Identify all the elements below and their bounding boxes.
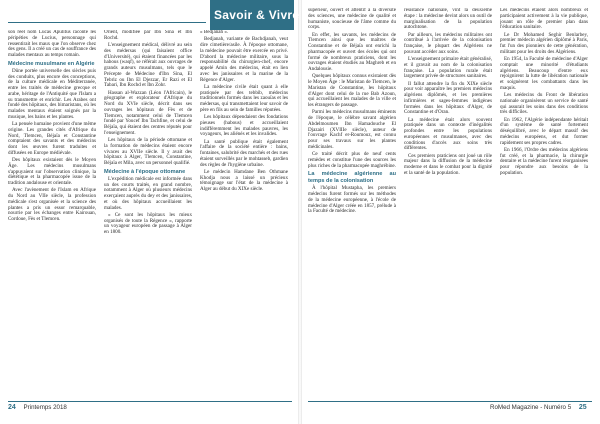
article-paragraph: Orient, modifiée par Ibn Sina et Ibn Rochd. — [104, 30, 192, 41]
article-paragraph: Des hôpitaux existaient dès le Moyen Âge. Les médecins musulmans s'appuyaient sur l'observation clinique, la diététique et la pharmacopée issue de la tradition andalouse et orientale. — [8, 157, 96, 186]
article-paragraph: Dûne portée universelle des siècles puis des conduits, plus encore des conceptions, de la culture médicale en Méditerranée, entre les traités de médecine grecque et arabe, héritage de l'Antiquité que l'Islam a su transmettre et enrichir. Les Arabes ont fondé des hôpitaux, des bimaristans, où les malades mentaux étaient soignés par la musique, les bains et les plantes. — [8, 67, 96, 120]
article-subheading: Médecine à l'époque ottomane — [104, 168, 186, 175]
footer-rule-left — [8, 401, 292, 402]
magazine-label: RoMed Magazine - Numéro 5 — [490, 404, 572, 411]
article-paragraph: Ce traité décrit plus de neuf cents remèdes et constitue l'une des sources les plus riches de la pharmacopée maghrébine. — [308, 151, 396, 169]
article-paragraph: son réel nom Lucas Apulitus raconte les péripéties de Lucius, personnage qui ressentirait les maux que l'on observe chez des gens. Il a créé un cas de souffrance des malades mentaux au temps romain. — [8, 30, 96, 58]
article-paragraph: Parmi les médecins musulmans éminents de l'époque, le célèbre savant algérien Abdelmoumen Ibn Hamadouche El Djazairi (XVIIIe siècle), auteur de l'ouvrage Kachf er-Roumouz, est connu pour ses travaux sur les plantes médicinales. — [308, 109, 396, 150]
article-subheading: Médecine musulmane en Algérie — [8, 60, 95, 67]
article-paragraph: À l'hôpital Mustapha, les premiers médecins furent formés sur les méthodes de la médecine européenne, à l'école de médecine d'Alger créée en 1857, prélude à la Faculté de médecine. — [308, 185, 396, 215]
article-subheading: La médecine algérienne au temps de la colonisation — [308, 171, 396, 185]
article-paragraph: L'enseignement médical, délivré au sein des médersas (qui faisaient office d'Université), qui étaient financées par les habous (waqf), se référait aux ouvrages de grands auteurs musulmans, tels que le Précepte de Médecine d'Ibn Sina, El Tebriz ou Ibn El Djezzar, Er Razi et El Tabari, Ibn Rochd et Ibn Zohr. — [104, 42, 192, 89]
article-paragraph: La médecine était alors souvent pratiquée dans un contexte d'inégalités profondes entre les populations européennes et musulmanes, avec des conditions d'accès aux soins très différentes. — [404, 116, 492, 152]
article-paragraph: Par ailleurs, les médecins militaires ont contribué à l'arrivée de la colonisation française, le plupart des Algériens ne pouvant accéder aux soins. — [404, 31, 492, 55]
text-column-4 — [308, 8, 396, 400]
article-paragraph: Les hôpitaux dépendaient des fondations pieuses (habous) et accueillaient indifféremment les malades pauvres, les voyageurs, les aliénés et les invalides. — [200, 114, 288, 138]
section-title: Savoir & Vivre — [214, 8, 300, 22]
article-paragraph: La santé publique était également l'affaire de la société entière : bains, fontaines, salubrité des marchés et des rues étaient surveillés par le mohtasseb, gardien des règles de l'hygiène urbaine. — [200, 138, 288, 168]
text-column-2 — [104, 30, 192, 400]
article-paragraph: Les médecins étaient alors nombreux et participaient activement à la vie publique, jouant un rôle de premier plan dans l'éducation sanitaire. — [500, 8, 588, 31]
page-number-left: 24 — [8, 404, 16, 411]
article-paragraph: En 1966, l'Ordre des médecins algériens fut créé, et la pharmacie, la chirurgie dentaire et la médecine furent réorganisées pour répondre aux besoins de la population. — [500, 146, 588, 176]
article-paragraph: Bedjanah, variante de Bachdjanah, veut dire cimetière/asile. À l'époque ottomane, la médecine pouvait être exercée en privé. D'abord la médecine militaire, sous la responsabilité du chirurgien-chef, encore appelé Amin des médecins, était en lien avec les janissaires et la marine de la Régence d'Alger. — [200, 36, 288, 83]
footer-left — [8, 404, 67, 411]
article-paragraph: « Bedjanah ». — [200, 30, 229, 35]
article-paragraph: L'enseignement primaire était généralisé, et il gravait au nom de la colonisation française. La population rurale était largement privée de structures sanitaires. — [404, 56, 492, 80]
article-paragraph: En effet, les savants, les médecins de Tlemcen ainsi que les maîtres de Constantine et de Béjaïa ont enrichi la pharmacopée et ouvert des écoles qui ont formé de nombreux praticiens, dont les ouvrages étaient étudiés au Maghreb et en Andalousie. — [308, 31, 396, 72]
article-paragraph: résistance nationale, vint la deuxième étape : la médecine devint alors un outil de marginalisation de la population autochtone. — [404, 8, 492, 31]
article-paragraph: supérieur, ouvert et attentif à la diversité des sciences, une médecine de qualité et humaniste, soucieuse de l'âme comme du corps. — [308, 8, 396, 31]
article-paragraph: La médecine civile était quant à elle pratiquée par des tebbib, médecins traditionnels formés dans les zaouïas et les médersas, qui transmettaient leur savoir de père en fils au sein de familles réputées. — [200, 83, 288, 113]
text-column-1 — [8, 30, 96, 400]
article-paragraph: Le médecin Hamdane Ben Othmane Khodja nous a laissé un précieux témoignage sur l'état de la médecine à Alger au début du XIXe siècle. — [200, 168, 288, 192]
page-gutter — [298, 0, 302, 424]
article-paragraph: En 1962, l'Algérie indépendante héritait d'un système de santé fortement déséquilibré, avec le départ massif des médecins européens, et dut former rapidement ses propres cadres. — [500, 116, 588, 146]
footer-rule-right — [308, 401, 592, 402]
article-paragraph: Quelques hôpitaux connus existaient dès le Moyen Âge : le Maristan de Tlemcen, le Maristan de Constantine, les hôpitaux d'Alger dont celui de la rue Bab Azoun, qui accueillaient les malades de la ville et les étrangers de passage. — [308, 73, 396, 108]
page-number-right: 25 — [578, 404, 587, 411]
header-rule — [8, 22, 206, 23]
article-paragraph: Les hôpitaux de la période ottomane et la formation de médecins étaient encore vivaces au XVIIe siècle. Il y avait des hôpitaux à Alger, Tlemcen, Constantine, Béjaïa et Mila, avec un personnel qualifié. — [104, 137, 192, 166]
article-paragraph: Ces premiers praticiens ont joué un rôle majeur dans la diffusion de la médecine moderne et dans le combat pour la dignité et la santé de la population. — [404, 152, 492, 176]
article-paragraph: Hassan al-Wazzan (Léon l'Africain), le géographe et explorateur d'Afrique du Nord du XVIe siècle, décrit dans ses ouvrages les hôpitaux de Fès et de Tlemcen, notamment celui de Tlemcen fondé par Youcef Ibn Tachfine, et celui de Béjaïa, qui étaient des centres réputés pour l'enseignement. — [104, 89, 192, 136]
article-paragraph: En 1954, la Faculté de médecine d'Alger comptait une minorité d'étudiants algériens. Beaucoup d'entre eux rejoignirent la lutte de libération nationale et soignèrent les combattants dans les maquis. — [500, 56, 588, 91]
article-paragraph: L'expédition médicale est informée dans un des courts traités, en grand nombre, notamment à Alger où plusieurs médecins exerçaient auprès du dey et des janissaires, et où des hôpitaux accueillaient les malades. — [104, 175, 192, 211]
text-column-6 — [500, 8, 588, 400]
article-paragraph: « Ce sont les hôpitaux les mieux organisés de toute la Régence », rapporte un voyageur européen de passage à Alger en 1800. — [104, 211, 192, 235]
article-paragraph: Il fallut attendre la fin du XIXe siècle pour voir apparaître les premiers médecins algériens diplômés, et les premières infirmières et sages-femmes indigènes formées dans les hôpitaux d'Alger, de Constantine et d'Oran. — [404, 80, 492, 116]
text-column-3 — [200, 30, 288, 400]
article-paragraph: Avec l'avènement de l'Islam en Afrique du Nord au VIIe siècle, la profession médicale s'est organisée et la science des plantes a pris un essor remarquable, nourrie par les échanges entre Kairouan, Cordoue, Fès et Tlemcen. — [8, 187, 96, 222]
article-paragraph: La pensée humaine provient d'une même origine. Les grandes cités d'Afrique du Nord, Tlemcen, Béjaïa et Constantine comptaient des savants et des médecins dont les œuvres furent traduites et diffusées en Europe médiévale. — [8, 121, 96, 156]
article-paragraph: Le Dr Mohamed Seghir Benlarbey, premier médecin algérien diplômé à Paris, fut l'un des pionniers de cette génération, militant pour les droits des Algériens. — [500, 31, 588, 55]
article-paragraph: Les médecins du Front de libération nationale organisèrent un service de santé qui assurait les soins dans des conditions très difficiles. — [500, 92, 588, 116]
issue-label: Printemps 2018 — [23, 404, 67, 411]
footer-right — [490, 404, 587, 411]
text-column-5 — [404, 8, 492, 400]
